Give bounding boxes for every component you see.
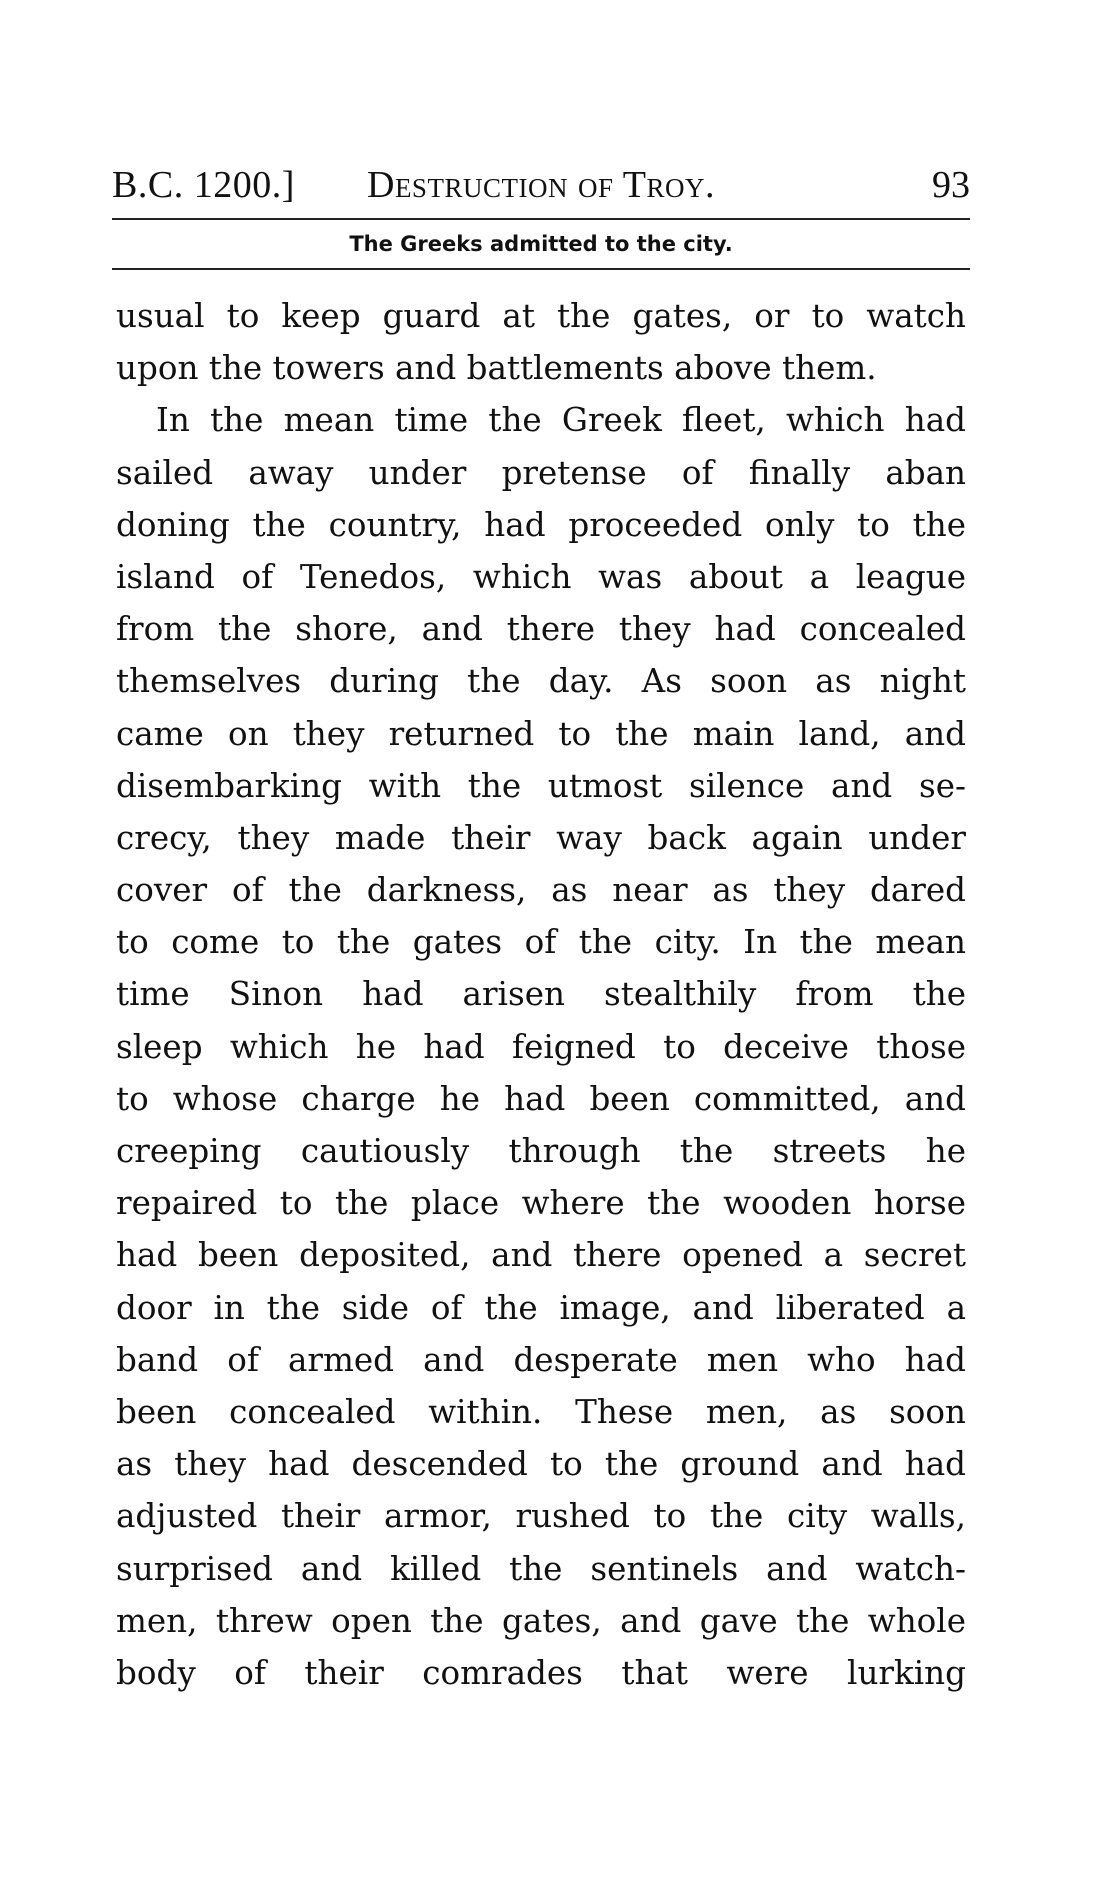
text-line: had been deposited, and there opened a secret <box>116 1236 966 1275</box>
text-line: In the mean time the Greek fleet, which had <box>156 401 966 440</box>
text-line: came on they returned to the main land, and <box>116 714 966 753</box>
header-date: B.C. 1200.] <box>112 164 295 206</box>
text-line: band of armed and desperate men who had <box>116 1340 966 1379</box>
text-line: creeping cautiously through the streets he <box>116 1132 966 1170</box>
text-line: to come to the gates of the city. In the mean <box>116 923 966 962</box>
text-line: sleep which he had feigned to deceive those <box>116 1027 966 1066</box>
text-line: doning the country, had proceeded only to the <box>116 505 966 544</box>
text-line: cover of the darkness, as near as they dared <box>116 871 966 910</box>
text-line: usual to keep guard at the gates, or to watch <box>116 297 966 335</box>
text-line: time Sinon had arisen stealthily from the <box>116 975 966 1014</box>
text-line: to whose charge he had been committed, and <box>116 1079 966 1118</box>
text-line: men, threw open the gates, and gave the whole <box>116 1601 966 1640</box>
header-rule-bottom <box>112 268 970 270</box>
running-head <box>112 160 970 210</box>
header-rule-top <box>112 218 970 220</box>
text-line: crecy, they made their way back again under <box>116 818 966 857</box>
text-line: themselves during the day. As soon as night <box>116 662 966 701</box>
text-line: been concealed within. These men, as soon <box>116 1392 966 1431</box>
text-line: body of their comrades that were lurking <box>116 1653 966 1692</box>
text-line: door in the side of the image, and liberated a <box>116 1288 966 1327</box>
text-line: from the shore, and there they had concealed <box>116 610 966 649</box>
subheading: The Greeks admitted to the city. <box>349 232 733 256</box>
text-line: disembarking with the utmost silence and se- <box>116 766 966 805</box>
body-text <box>116 290 966 1699</box>
text-line: adjusted their armor, rushed to the city walls, <box>116 1497 966 1536</box>
page-number: 93 <box>932 164 970 206</box>
header-title: Destruction of Troy. <box>367 164 715 206</box>
text-line: island of Tenedos, which was about a league <box>116 557 966 596</box>
text-line: as they had descended to the ground and had <box>116 1445 966 1484</box>
text-line: repaired to the place where the wooden horse <box>116 1184 966 1223</box>
text-line: surprised and killed the sentinels and watch- <box>116 1549 966 1588</box>
text-line: sailed away under pretense of finally aban <box>116 453 966 492</box>
text-line: upon the towers and battlements above them. <box>116 349 877 388</box>
